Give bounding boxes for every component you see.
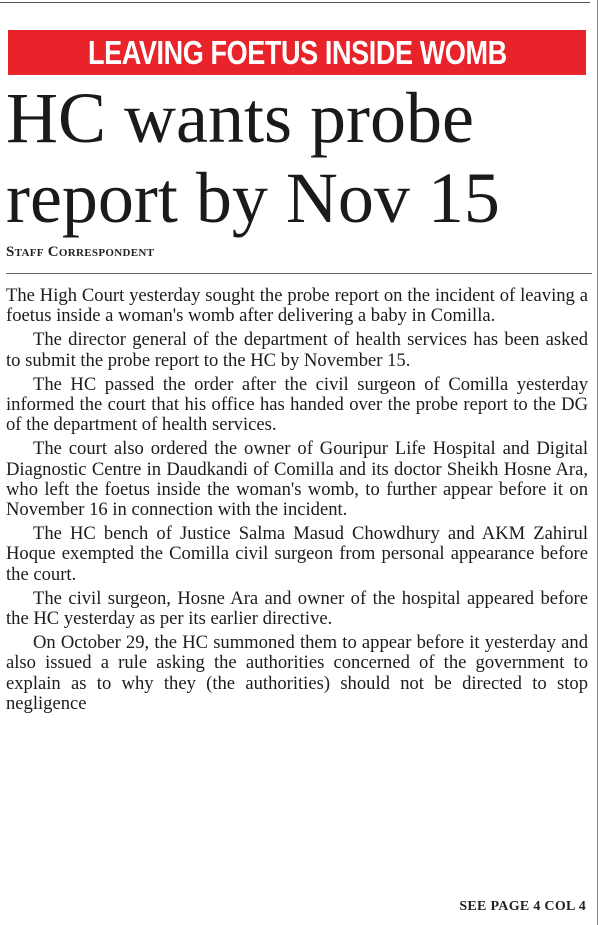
paragraph: The HC passed the order after the civil surgeon of Comilla yesterday informed the court that his office has handed over the probe report to the DG of the department of health services. [6,373,588,436]
headline-line-2: report by Nov 15 [6,158,500,238]
paragraph: The High Court yesterday sought the probe report on the incident of leaving a foetus inside a woman's womb after delivering a baby in Comilla. [6,285,588,327]
kicker-banner [8,30,586,75]
paragraph: The director general of the department of health services has been asked to submit the probe report to the HC by November 15. [6,329,588,371]
article-body [6,286,588,718]
paragraph: The HC bench of Justice Salma Masud Chowdhury and AKM Zahirul Hoque exempted the Comilla civil surgeon from personal appearance before the court. [6,523,588,585]
paragraph: The court also ordered the owner of Gouripur Life Hospital and Digital Diagnostic Centre in Daudkandi of Comilla and its doctor Sheikh Hosne Ara, who left the foetus inside the woman's womb, to further appear before it on November 16 in connection with the incident. [6,438,588,521]
paragraph: The civil surgeon, Hosne Ara and owner of the hospital appeared before the HC yesterday as per its earlier directive. [6,587,588,630]
paragraph: On October 29, the HC summoned them to appear before it yesterday and also issued a rule asking the authorities concerned of the government to explain as to why they (the authorities) should not be directed to stop negligence [6,632,588,714]
top-rule [0,2,590,3]
headline [6,78,592,238]
continued-on-page[interactable]: SEE PAGE 4 COL 4 [459,899,586,914]
headline-line-1: HC wants probe [6,78,474,158]
kicker-text: LEAVING FOETUS INSIDE WOMB [87,33,507,71]
byline-rule [6,273,592,274]
byline: Staff Correspondent [6,244,155,260]
column-rule [597,0,598,925]
